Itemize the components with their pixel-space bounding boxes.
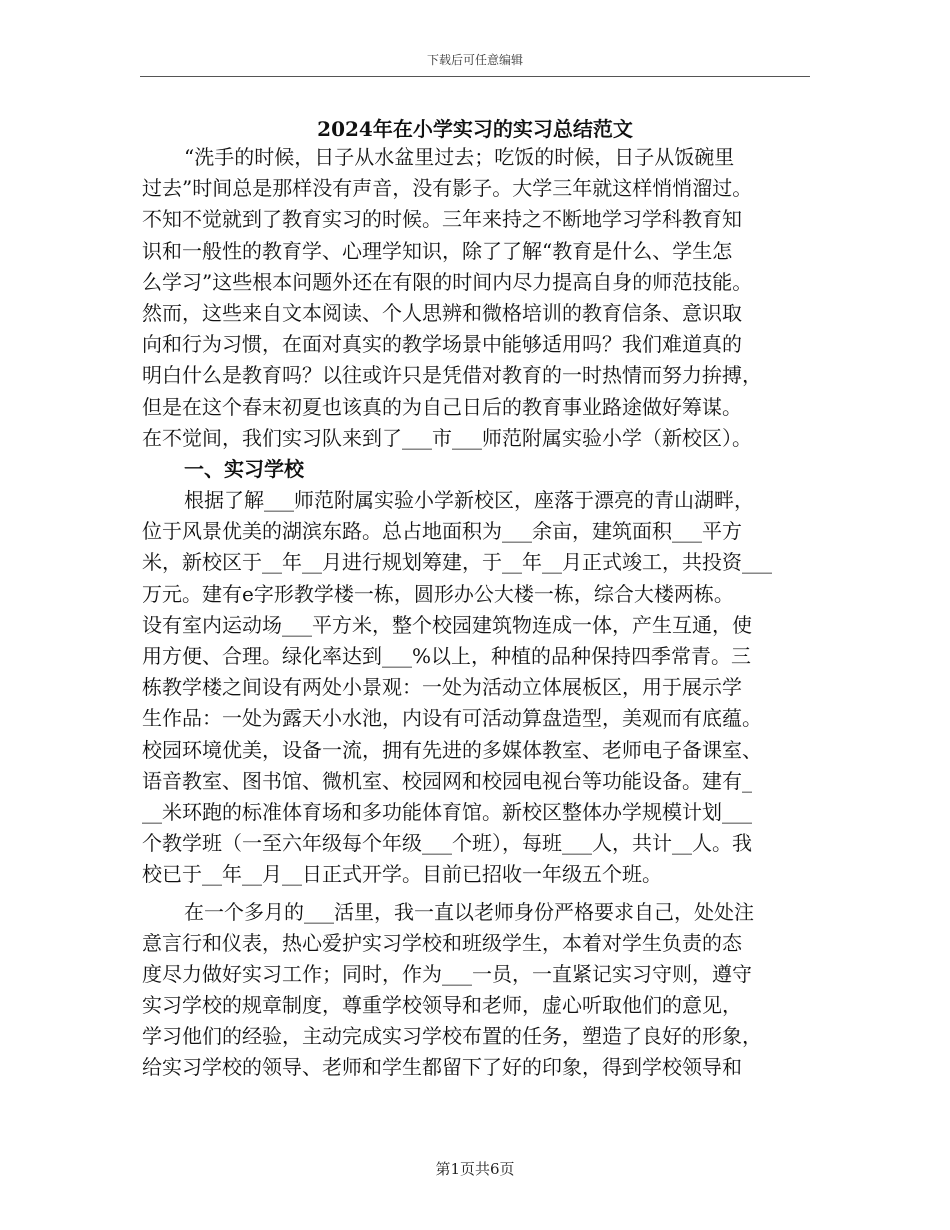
paragraph-line: 校园环境优美，设备一流，拥有先进的多媒体教室、老师电子备课室、 [142,737,762,762]
paragraph-line: 个教学班（一至六年级每个年级___个班），每班___人，共计__人。我 [142,831,752,856]
document-title: 2024年在小学实习的实习总结范文 [317,117,633,141]
paragraph-line: 位于风景优美的湖滨东路。总占地面积为___余亩，建筑面积___平方 [142,519,742,544]
paragraph-line: 语音教室、图书馆、微机室、校园网和校园电视台等功能设备。建有_ [142,768,752,793]
paragraph-line: 给实习学校的领导、老师和学生都留下了好的印象，得到学校领导和 [142,1055,742,1080]
paragraph-line: 但是在这个春末初夏也该真的为自己日后的教育事业路途做好筹谋。 [142,394,742,419]
paragraph-line: 在不觉间，我们实习队来到了___市___师范附属实验小学（新校区）。 [142,425,752,450]
header-note: 下载后可任意编辑 [426,53,523,67]
paragraph-line: 实习学校的规章制度，尊重学校领导和老师，虚心听取他们的意见， [142,993,742,1018]
paragraph-line: 意言行和仪表，热心爱护实习学校和班级学生，本着对学生负责的态 [142,930,742,955]
paragraph-line: 校已于__年__月__日正式开学。目前已招收一年级五个班。 [142,862,662,887]
section-heading: 一、实习学校 [184,456,304,481]
paragraph-line: 识和一般性的教育学、心理学知识，除了了解“教育是什么、学生怎 [142,238,733,263]
paragraph-line: 米，新校区于__年__月进行规划筹建，于__年__月正式竣工，共投资___ [142,550,772,575]
paragraph-line: 栋教学楼之间设有两处小景观：一处为活动立体展板区，用于展示学 [142,675,742,700]
header-divider [140,76,810,77]
paragraph-line: 用方便、合理。绿化率达到___%以上，种植的品种保持四季常青。三 [142,644,752,668]
paragraph-line: 学习他们的经验，主动完成实习学校布置的任务，塑造了良好的形象， [142,1024,762,1049]
paragraph-line: 不知不觉就到了教育实习的时候。三年来持之不断地学习学科教育知 [142,207,742,232]
paragraph-line: 根据了解___师范附属实验小学新校区，座落于漂亮的青山湖畔， [184,488,754,513]
paragraph-line: 过去”时间总是那样没有声音，没有影子。大学三年就这样悄悄溜过。 [142,176,753,201]
paragraph-line: 么学习”这些根本问题外还在有限的时间内尽力提高自身的师范技能。 [142,269,753,294]
paragraph-line: 向和行为习惯，在面对真实的教学场景中能够适用吗？我们难道真的 [142,332,742,357]
paragraph-line: 明白什么是教育吗？以往或许只是凭借对教育的一时热情而努力拚搏， [142,363,762,388]
paragraph-line: 度尽力做好实习工作；同时，作为___一员，一直紧记实习守则，遵守 [142,961,752,986]
paragraph-line: __米环跑的标准体育场和多功能体育馆。新校区整体办学规模计划___ [142,799,752,824]
paragraph-line: 然而，这些来自文本阅读、个人思辨和微格培训的教育信条、意识取 [142,300,742,325]
paragraph-line: 万元。建有e字形教学楼一栋，圆形办公大楼一栋，综合大楼两栋。 [142,581,734,606]
paragraph-line: 设有室内运动场___平方米，整个校园建筑物连成一体，产生互通，使 [142,612,752,637]
page-number: 第1页共6页 [435,1160,515,1178]
paragraph-line: 生作品：一处为露天小水池，内设有可活动算盘造型，美观而有底蕴。 [142,706,762,731]
paragraph-line: “洗手的时候，日子从水盆里过去；吃饭的时候，日子从饭碗里 [184,145,735,169]
paragraph-line: 在一个多月的___活里，我一直以老师身份严格要求自己，处处注 [184,899,754,924]
document-body [142,142,812,1084]
